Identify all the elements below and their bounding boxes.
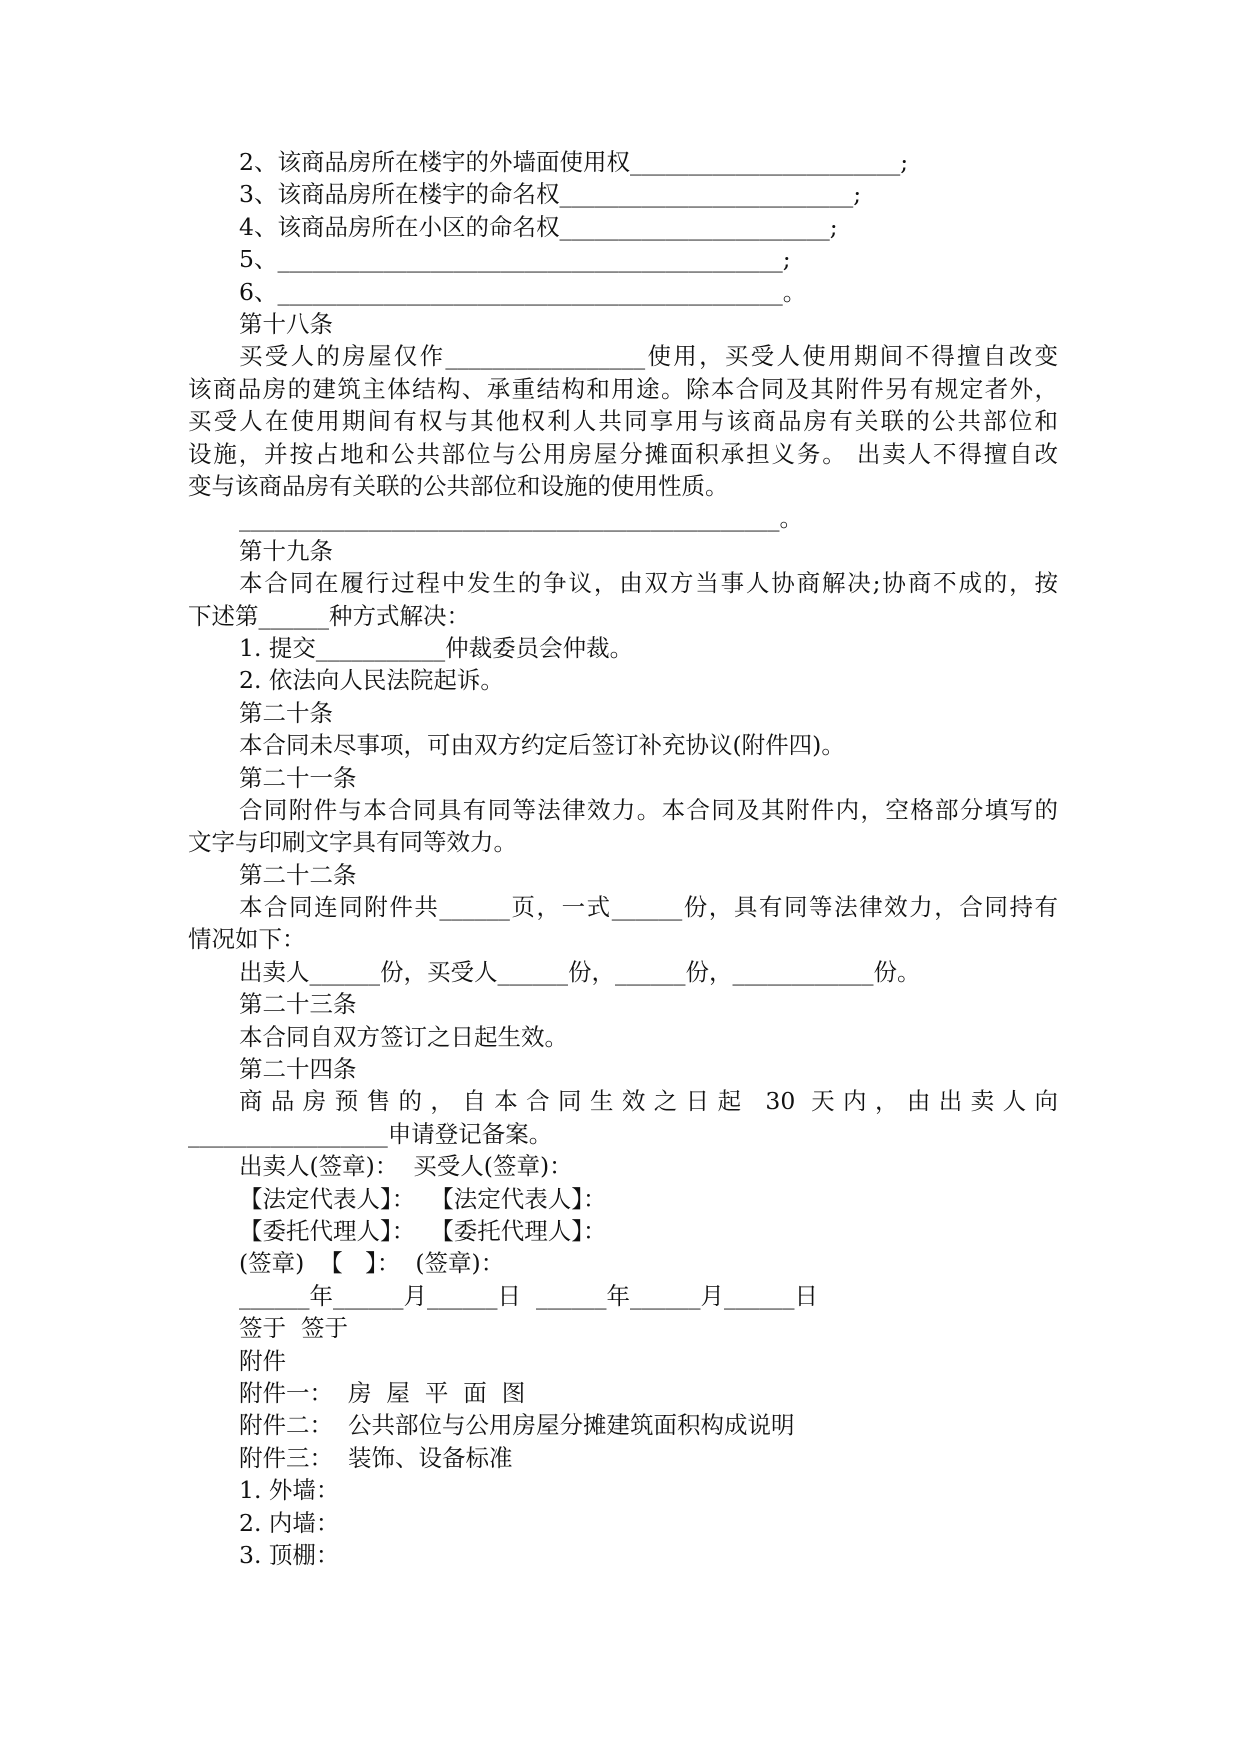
text-line: 出卖人(签章)： 买受人(签章)： [239, 1152, 573, 1181]
text-line: 情况如下： [188, 925, 306, 954]
text-line: 第十八条 [239, 309, 333, 338]
text-line: 1. 提交___________仲裁委员会仲裁。 [239, 633, 634, 662]
text-line: 签于 签于 [239, 1314, 348, 1343]
text-line: 本合同在履行过程中发生的争议，由双方当事人协商解决;协商不成的，按 [239, 569, 1058, 598]
text-line: 【法定代表人】： 【法定代表人】： [239, 1184, 607, 1213]
text-line: 附件 [239, 1346, 286, 1375]
text-line: 买受人的房屋仅作_________________使用，买受人使用期间不得擅自改变 [239, 342, 1058, 371]
text-line: 附件三： 装饰、设备标准 [239, 1443, 513, 1472]
text-line: 第十九条 [239, 536, 333, 565]
text-line: _________________申请登记备案。 [188, 1119, 553, 1148]
text-line: 2. 依法向人民法院起诉。 [239, 666, 504, 695]
text-line: 本合同未尽事项，可由双方约定后签订补充协议(附件四)。 [239, 731, 845, 760]
text-line: 2、该商品房所在楼宇的外墙面使用权_______________________; [239, 148, 909, 176]
text-line: 该商品房的建筑主体结构、承重结构和用途。除本合同及其附件另有规定者外， [188, 374, 1058, 403]
text-line: 出卖人______份，买受人______份，______份，____________份。 [239, 957, 921, 986]
text-line: 设施，并按占地和公共部位与公用房屋分摊面积承担义务。 出卖人不得擅自改 [188, 439, 1058, 468]
text-line: 附件一： 房 屋 平 面 图 [239, 1378, 526, 1407]
text-line: 合同附件与本合同具有同等法律效力。本合同及其附件内，空格部分填写的 [239, 795, 1058, 824]
text-line: 商品房预售的，自本合同生效之日起 30 天内，由出卖人向 [239, 1087, 1058, 1116]
text-line: 本合同连同附件共______页，一式______份，具有同等法律效力，合同持有 [239, 893, 1058, 922]
text-line: 下述第______种方式解决： [188, 601, 470, 630]
text-line: 第二十四条 [239, 1055, 357, 1084]
text-line: 3. 顶棚： [239, 1540, 340, 1569]
text-line: 变与该商品房有关联的公共部位和设施的使用性质。 [188, 471, 729, 500]
text-line: 4、该商品房所在小区的命名权_______________________; [239, 212, 838, 241]
text-line: 第二十二条 [239, 860, 357, 889]
text-line: 本合同自双方签订之日起生效。 [239, 1022, 568, 1051]
text-line: (签章) 【 】： (签章)： [239, 1249, 505, 1278]
text-line: 2. 内墙： [239, 1508, 340, 1537]
document-page [188, 146, 1058, 1571]
text-line: 【委托代理人】： 【委托代理人】： [239, 1217, 607, 1246]
text-line: 第二十三条 [239, 990, 357, 1019]
text-line: ______年______月______日 ______年______月______日 [239, 1281, 818, 1310]
text-line: 6、___________________________________________。 [239, 277, 807, 306]
text-line: 5、___________________________________________; [239, 245, 791, 274]
text-line: 附件二： 公共部位与公用房屋分摊建筑面积构成说明 [239, 1411, 795, 1440]
text-line: ______________________________________________。 [239, 504, 803, 533]
text-line: 买受人在使用期间有权与其他权利人共同享用与该商品房有关联的公共部位和 [188, 407, 1058, 436]
text-line: 第二十一条 [239, 763, 357, 792]
text-line: 第二十条 [239, 698, 333, 727]
text-line: 文字与印刷文字具有同等效力。 [188, 828, 517, 857]
text-line: 1. 外墙： [239, 1476, 340, 1505]
text-line: 3、该商品房所在楼宇的命名权_________________________; [239, 180, 862, 209]
